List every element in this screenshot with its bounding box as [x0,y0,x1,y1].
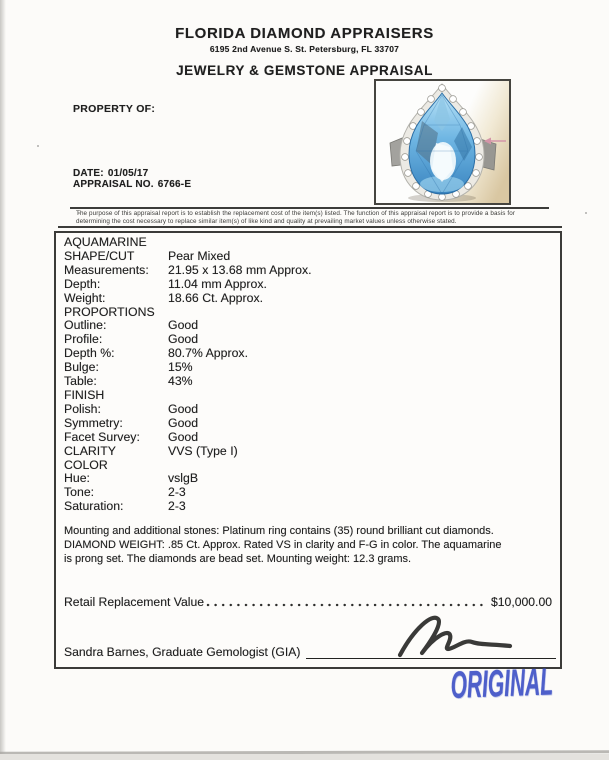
spec-value [168,236,552,250]
spec-value: 11.04 mm Approx. [168,276,267,291]
disclaimer-rule-top [70,207,549,209]
spec-label: Outline: [64,318,107,333]
scan-speck [37,145,39,147]
retail-value: $10,000.00 [491,595,552,609]
spec-value: 21.95 x 13.68 mm Approx. [168,262,312,277]
spec-row [64,445,552,459]
company-name: FLORIDA DIAMOND APPRAISERS [175,25,434,42]
spec-row [64,264,552,278]
spec-value: Good [168,318,199,333]
spec-label: Tone: [64,485,95,500]
spec-label: Weight: [64,290,106,305]
spec-label: Depth %: [64,346,115,361]
signature-row [64,644,556,659]
spec-value: 80.7% Approx. [168,346,248,361]
spec-row [64,306,552,320]
spec-rows [64,236,552,514]
retail-row [64,595,552,609]
mounting-note-line: DIAMOND WEIGHT: .85 Ct. Approx. Rated VS in clarity and F-G in color. The aquamarine [64,538,502,551]
appraisal-no-value: 6766-E [157,179,192,190]
disclaimer-text: The purpose of this appraisal report is to establish the replacement cost of the item(s) listed. The function of this appraisal report is to provide a basis for determining the cost necessary to replace similar item(s) of like kind and quality at prevailing market values unless otherwise stated. [76,210,516,225]
spec-label: CLARITY [64,443,116,458]
signer-name: Sandra Barnes, Graduate Gemologist (GIA) [64,645,301,659]
spec-label: Symmetry: [64,415,123,430]
spec-label: SHAPE/CUT [64,248,135,263]
spec-value: 15% [168,360,193,375]
spec-row [64,347,552,361]
spec-row [64,431,552,445]
spec-row [64,250,552,264]
mounting-note-line: is prong set. The diamonds are bead set. Mounting weight: 12.3 grams. [64,552,412,565]
spec-label: Hue: [64,471,90,486]
scan-edge-left [0,0,6,760]
spec-label: COLOR [64,457,108,472]
spec-row [64,417,552,431]
spec-value: 43% [168,374,193,389]
spec-label: AQUAMARINE [64,235,147,249]
spec-label: Bulge: [64,360,99,375]
scan-speck [585,212,587,214]
spec-label: Profile: [64,332,103,347]
spec-value: Good [168,415,199,430]
spec-row [64,389,552,403]
spec-value: 18.66 Ct. Approx. [168,290,264,305]
spec-row [64,278,552,292]
spec-value: 2-3 [168,499,186,514]
appraisal-box [54,231,562,669]
spec-row [64,403,552,417]
spec-label: Saturation: [64,499,124,514]
spec-label: Table: [64,374,97,389]
spec-label: Polish: [64,401,101,416]
spec-value: Pear Mixed [168,248,231,263]
spec-value [168,306,552,320]
disclaimer-rule-bottom [58,226,562,228]
spec-value: Good [168,332,199,347]
spec-value [168,389,552,403]
retail-label: Retail Replacement Value [64,595,205,609]
spec-value [168,459,552,473]
spec-row [64,292,552,306]
spec-row [64,236,552,250]
mounting-note [64,525,556,567]
property-of-label: PROPERTY OF: [73,103,156,115]
spec-label: Facet Survey: [64,429,140,444]
signature-line [306,644,556,659]
aquamarine-ring-illustration [376,81,509,203]
spec-row [64,361,552,375]
document-title: JEWELRY & GEMSTONE APPRAISAL [176,63,433,78]
appraisal-no-line [73,179,195,190]
spec-label: FINISH [64,387,105,402]
date-line [73,168,152,179]
date-value: 01/05/17 [107,168,149,179]
spec-label: PROPORTIONS [64,304,155,319]
spec-row [64,459,552,473]
spec-row [64,486,552,500]
spec-label: Depth: [64,276,101,291]
spec-value: Good [168,401,199,416]
mounting-note-line: Mounting and additional stones: Platinum ring contains (35) round brilliant cut diamonds. [64,525,494,537]
scan-paper-edge [0,754,609,760]
spec-row [64,333,552,347]
spec-row [64,500,552,514]
date-label: DATE: [73,168,104,179]
spec-value: VVS (Type I) [168,443,238,458]
ring-photo [374,79,511,205]
spec-value: 2-3 [168,485,186,500]
spec-row [64,319,552,333]
spec-row [64,375,552,389]
spec-value: vslgB [168,471,199,486]
company-address: 6195 2nd Avenue S. St. Petersburg, FL 33707 [209,44,400,54]
appraisal-no-label: APPRAISAL NO. [73,179,154,190]
spec-label: Measurements: [64,262,149,277]
dot-leader [206,596,487,608]
spec-row [64,472,552,486]
spec-value: Good [168,429,199,444]
original-stamp: ORIGINAL [450,661,554,707]
